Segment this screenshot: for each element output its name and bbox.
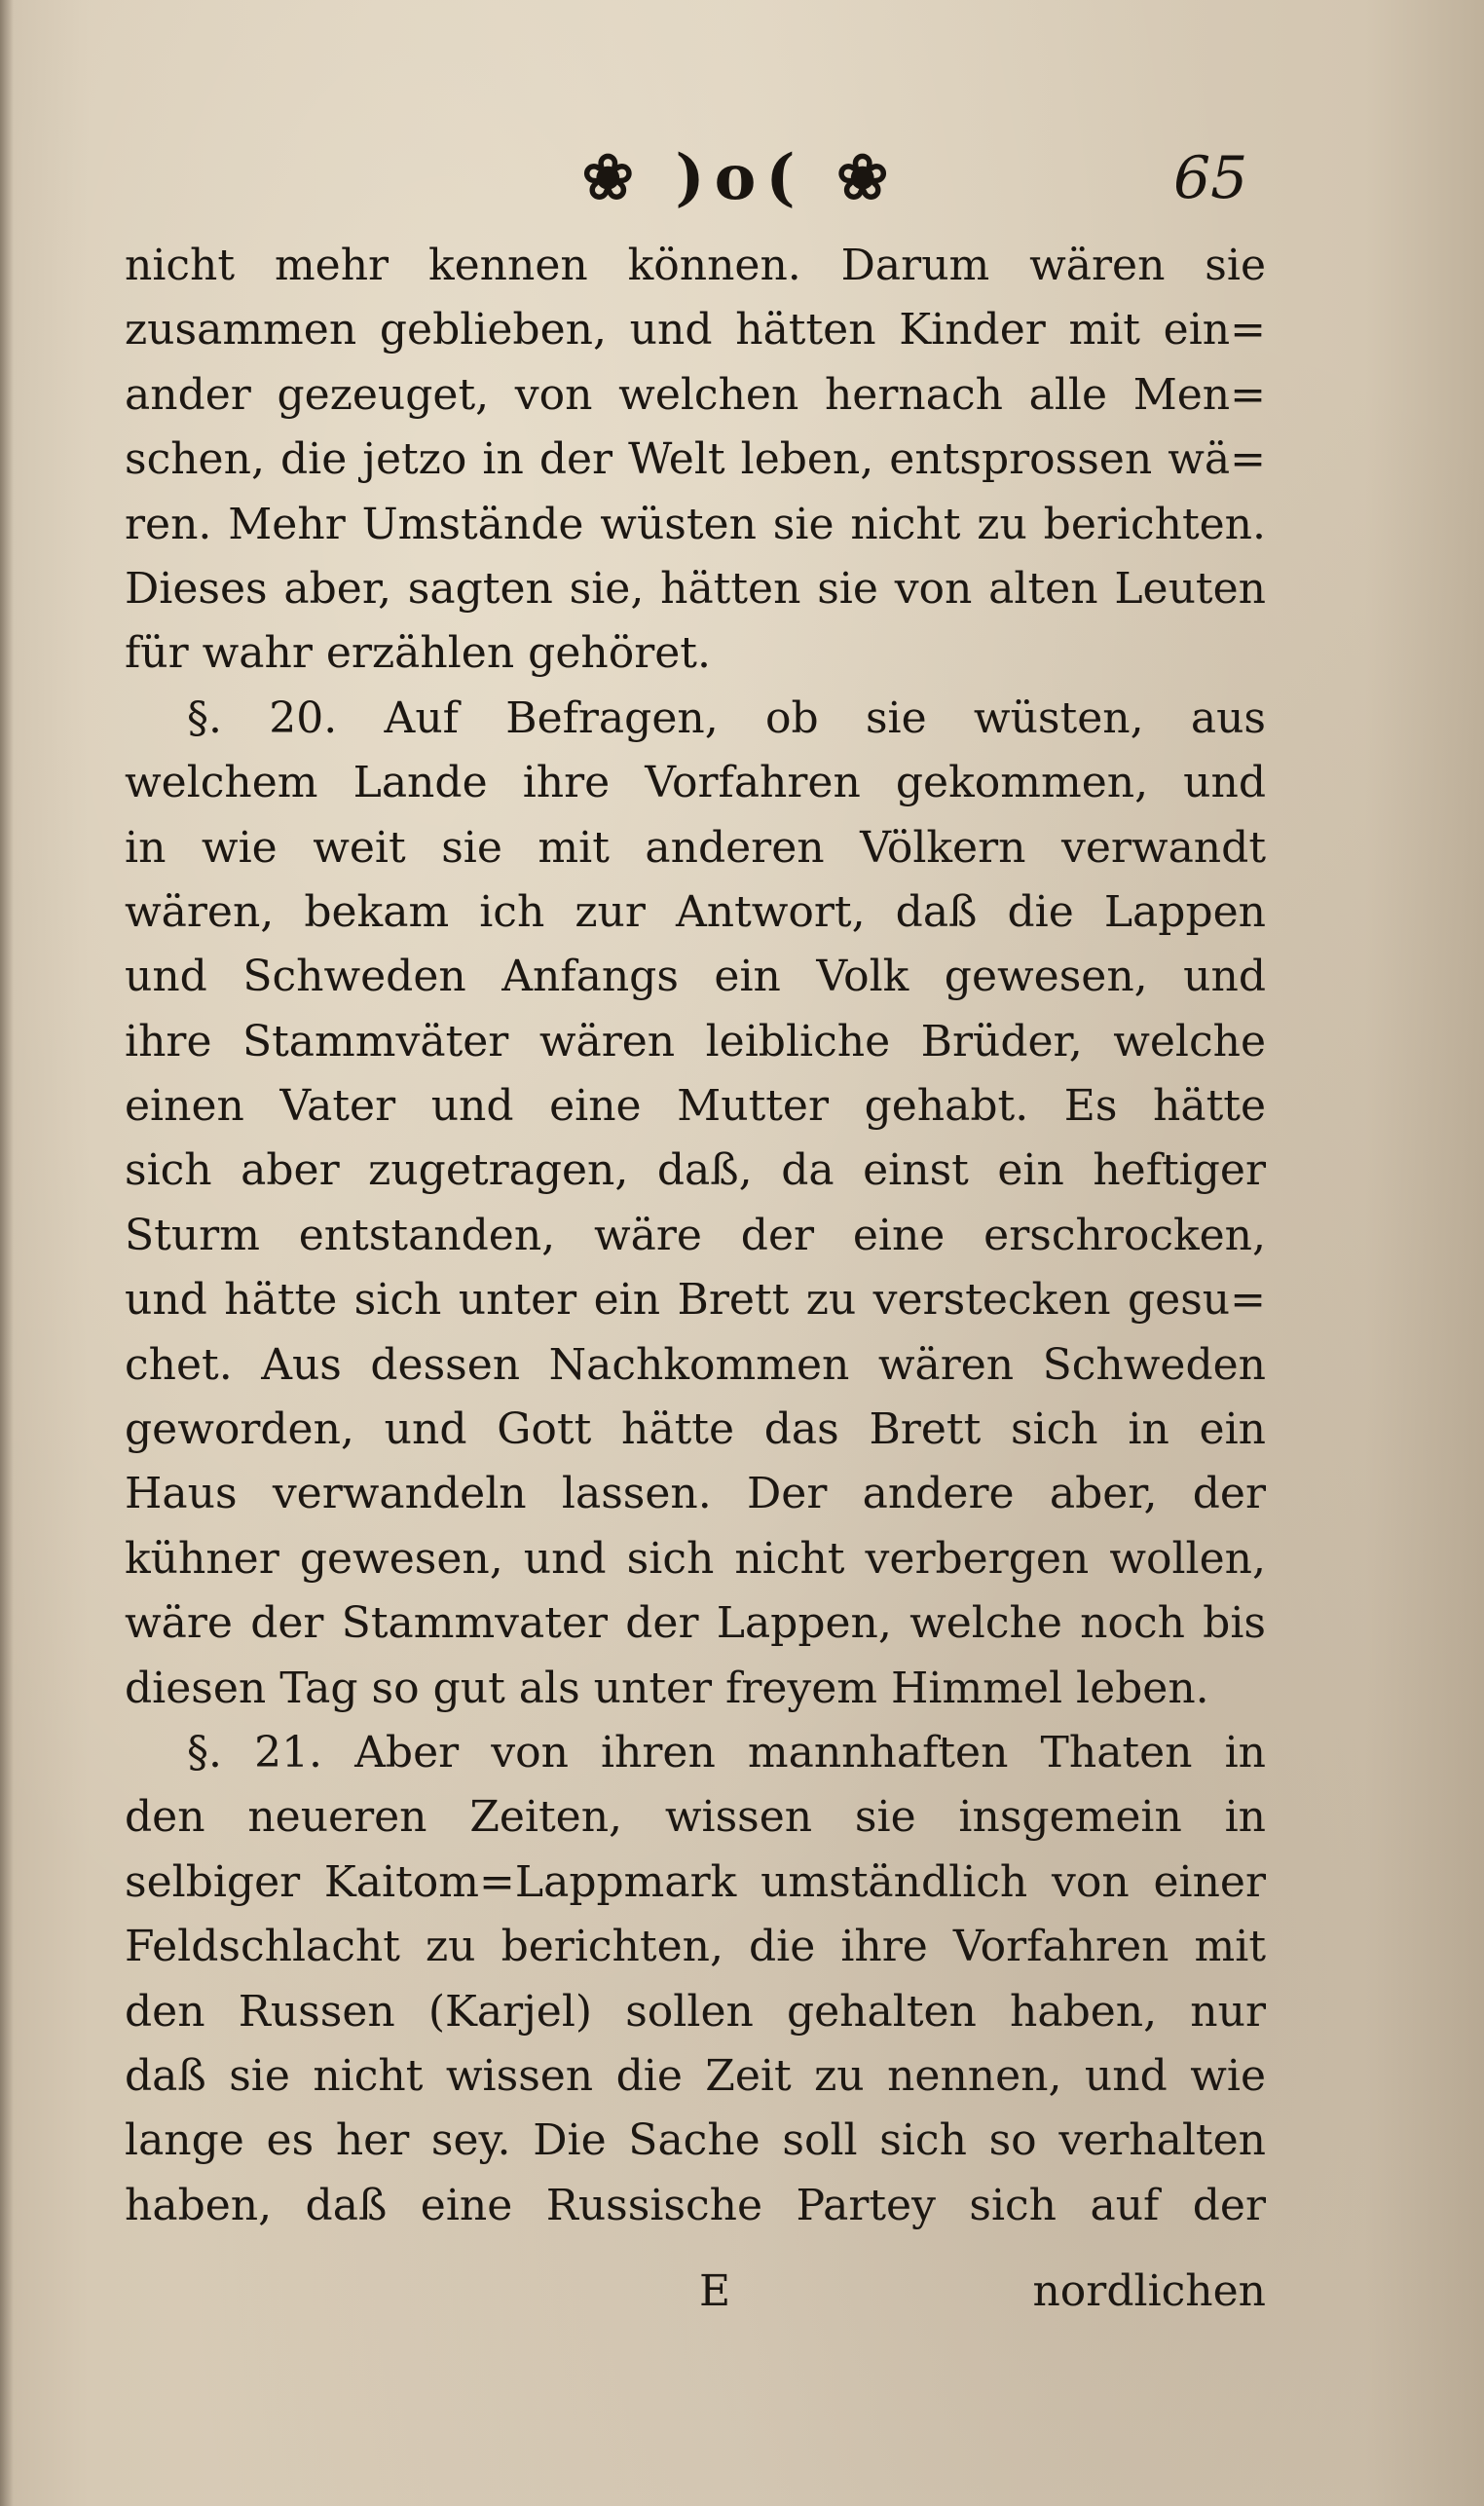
- catchword: nordlichen: [1032, 2266, 1266, 2316]
- text-line: haben, daß eine Russische Partey sich auf der: [125, 2180, 1266, 2230]
- text-line: selbiger Kaitom=Lappmark umständlich von einer: [125, 1856, 1266, 1907]
- text-line: zusammen geblieben, und hätten Kinder mit ein=: [125, 305, 1266, 355]
- text-line: in wie weit sie mit anderen Völkern verwandt: [125, 822, 1266, 873]
- signature-mark: E: [699, 2266, 731, 2316]
- text-line: Dieses aber, sagten sie, hätten sie von alten Leuten: [125, 563, 1266, 614]
- text-line: kühner gewesen, und sich nicht verbergen wollen,: [125, 1533, 1266, 1584]
- text-line: nicht mehr kennen können. Darum wären sie: [125, 241, 1266, 290]
- paragraph-start-line: §. 21. Aber von ihren mannhaften Thaten in: [187, 1727, 1266, 1777]
- header-ornament: ❀ )o( ❀: [581, 141, 899, 214]
- text-line: ihre Stammväter wären leibliche Brüder, welche: [125, 1016, 1266, 1066]
- text-line: den neueren Zeiten, wissen sie insgemein in: [125, 1792, 1266, 1843]
- text-line: chet. Aus dessen Nachkommen wären Schweden: [125, 1339, 1266, 1390]
- text-line: ren. Mehr Umstände wüsten sie nicht zu berichten.: [125, 499, 1266, 549]
- text-line: lange es her sey. Die Sache soll sich so verhalten: [125, 2115, 1266, 2166]
- text-line: wäre der Stammvater der Lappen, welche noch bis: [125, 1598, 1266, 1649]
- text-line: diesen Tag so gut als unter freyem Himmel leben.: [125, 1663, 1209, 1713]
- text-line: Haus verwandeln lassen. Der andere aber, der: [125, 1469, 1266, 1519]
- text-line: sich aber zugetragen, daß, da einst ein heftiger: [125, 1145, 1266, 1196]
- text-line: und hätte sich unter ein Brett zu verstecken gesu=: [125, 1275, 1266, 1326]
- text-line: Feldschlacht zu berichten, die ihre Vorfahren mit: [125, 1922, 1266, 1972]
- text-line: für wahr erzählen gehöret.: [125, 628, 711, 679]
- page-footer: [125, 2260, 1266, 2324]
- text-line: einen Vater und eine Mutter gehabt. Es hätte: [125, 1081, 1266, 1132]
- text-line: geworden, und Gott hätte das Brett sich in ein: [125, 1404, 1266, 1455]
- text-line: welchem Lande ihre Vorfahren gekommen, und: [125, 758, 1266, 808]
- text-line: schen, die jetzo in der Welt leben, entsprossen wä=: [125, 434, 1266, 485]
- paragraph-start-line: §. 20. Auf Befragen, ob sie wüsten, aus: [187, 692, 1266, 743]
- text-line: Sturm entstanden, wäre der eine erschrocken,: [125, 1210, 1266, 1260]
- body-text: [125, 234, 1266, 2238]
- text-line: ander gezeuget, von welchen hernach alle Men=: [125, 369, 1266, 420]
- text-line: den Russen (Karjel) sollen gehalten haben, nur: [125, 1986, 1266, 2037]
- text-line: und Schweden Anfangs ein Volk gewesen, und: [125, 952, 1266, 1002]
- text-line: daß sie nicht wissen die Zeit zu nennen, und wie: [125, 2050, 1266, 2101]
- page-number: 65: [1173, 144, 1248, 212]
- text-line: wären, bekam ich zur Antwort, daß die Lappen: [125, 886, 1266, 937]
